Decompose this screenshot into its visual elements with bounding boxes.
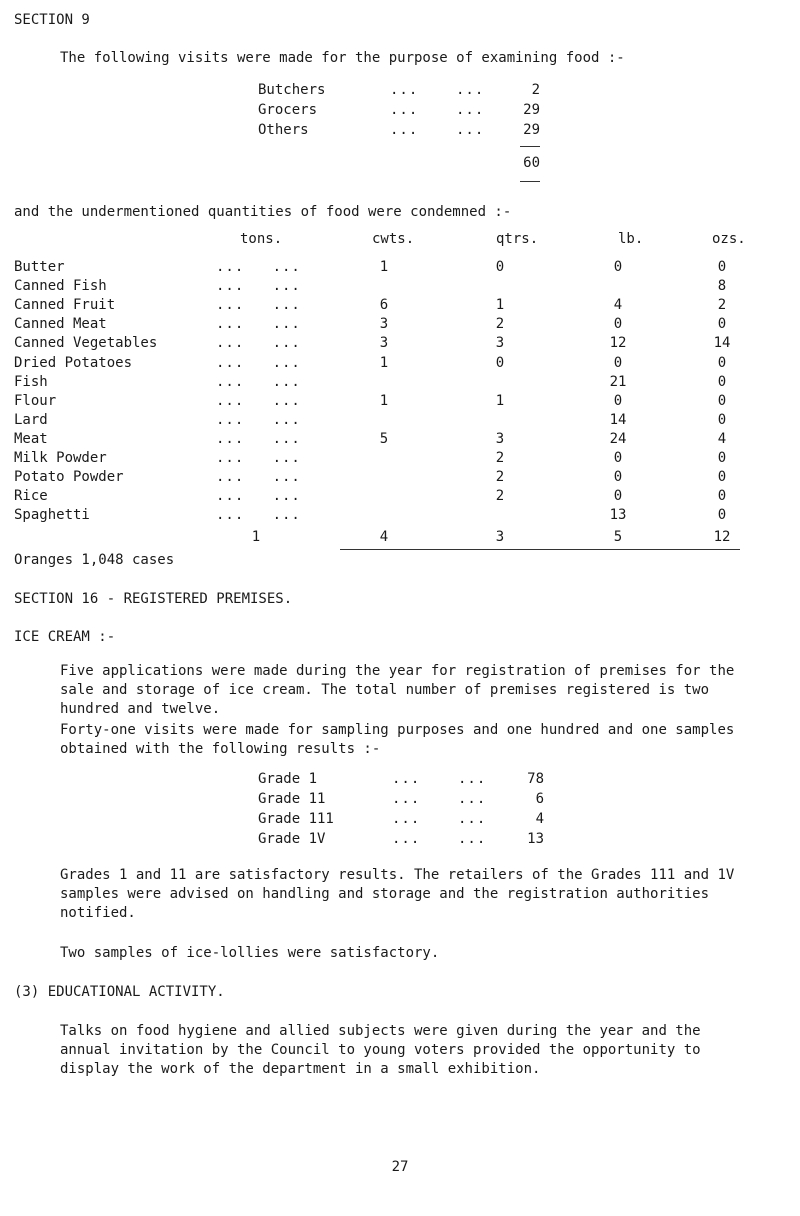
leader-dots: ... ... xyxy=(216,335,301,351)
leader-dots: ... ... xyxy=(216,431,301,447)
food-item: Canned Fish xyxy=(14,278,107,294)
cell-ozs: 2 xyxy=(717,297,727,313)
cell-ozs: 0 xyxy=(717,488,727,504)
leader-dots: ... ... xyxy=(216,469,301,485)
food-item: Canned Vegetables xyxy=(14,335,158,351)
cell-qtrs: 2 xyxy=(495,488,505,504)
visit-value: 29 xyxy=(523,102,540,118)
leader-dots: ... ... xyxy=(392,811,487,827)
food-item: Rice xyxy=(14,488,48,504)
cell-lb: 0 xyxy=(613,450,623,466)
cell-ozs: 0 xyxy=(717,374,727,390)
grade-value: 13 xyxy=(527,831,544,847)
cell-lb: 0 xyxy=(613,488,623,504)
cell-cwts: 1 xyxy=(379,259,389,275)
leader-dots: ... ... xyxy=(216,450,301,466)
cell-lb: 0 xyxy=(613,259,623,275)
cell-ozs: 0 xyxy=(717,412,727,428)
cell-qtrs: 2 xyxy=(495,316,505,332)
cell-ozs: 0 xyxy=(717,316,727,332)
col-header: tons. xyxy=(240,231,283,247)
visits-intro: The following visits were made for the purpose of examining food :- xyxy=(60,50,625,66)
leader-dots: ... ... xyxy=(390,102,485,118)
visit-value: 29 xyxy=(523,122,540,138)
total-rule-bottom xyxy=(520,181,540,182)
grade-label: Grade 1 xyxy=(258,771,318,787)
cell-lb: 24 xyxy=(609,431,627,447)
food-item: Fish xyxy=(14,374,48,390)
cell-lb: 4 xyxy=(613,297,623,313)
cell-qtrs: 1 xyxy=(495,297,505,313)
leader-dots: ... ... xyxy=(216,259,301,275)
cell-qtrs: 0 xyxy=(495,259,505,275)
section-16-heading: SECTION 16 - REGISTERED PREMISES. xyxy=(14,591,293,607)
cell-cwts: 5 xyxy=(379,431,389,447)
leader-dots: ... ... xyxy=(216,278,301,294)
col-header: cwts. xyxy=(372,231,415,247)
leader-dots: ... ... xyxy=(216,393,301,409)
cell-cwts: 6 xyxy=(379,297,389,313)
leader-dots: ... ... xyxy=(216,355,301,371)
leader-dots: ... ... xyxy=(216,412,301,428)
registration-paragraph: Five applications were made during the year for registration of premises for the sale and storage of ice cream. The total number of premises registered is two hundred and twelve. xyxy=(60,663,735,717)
cell-lb: 21 xyxy=(609,374,627,390)
cell-lb: 0 xyxy=(613,393,623,409)
total-cwts: 4 xyxy=(379,529,389,545)
condemned-intro: and the undermentioned quantities of food were condemned :- xyxy=(14,204,512,220)
cell-qtrs: 0 xyxy=(495,355,505,371)
cell-ozs: 0 xyxy=(717,355,727,371)
cell-lb: 0 xyxy=(613,355,623,371)
cell-lb: 12 xyxy=(609,335,627,351)
col-header: qtrs. xyxy=(496,231,539,247)
leader-dots: ... ... xyxy=(216,316,301,332)
cell-lb: 14 xyxy=(609,412,627,428)
cell-cwts: 3 xyxy=(379,316,389,332)
oranges-note: Oranges 1,048 cases xyxy=(14,552,175,568)
total-tons: 1 xyxy=(251,529,261,545)
food-item: Lard xyxy=(14,412,48,428)
visit-label: Butchers xyxy=(258,82,326,98)
total-qtrs: 3 xyxy=(495,529,505,545)
educational-heading: (3) EDUCATIONAL ACTIVITY. xyxy=(14,984,225,1000)
leader-dots: ... ... xyxy=(392,791,487,807)
section-9-heading: SECTION 9 xyxy=(14,12,90,28)
food-item: Dried Potatoes xyxy=(14,355,133,371)
cell-cwts: 3 xyxy=(379,335,389,351)
cell-qtrs: 3 xyxy=(495,431,505,447)
leader-dots: ... ... xyxy=(390,122,485,138)
food-item: Canned Fruit xyxy=(14,297,116,313)
leader-dots: ... ... xyxy=(392,771,487,787)
cell-qtrs: 3 xyxy=(495,335,505,351)
leader-dots: ... ... xyxy=(392,831,487,847)
totals-rule xyxy=(340,549,740,550)
cell-ozs: 0 xyxy=(717,259,727,275)
leader-dots: ... ... xyxy=(216,297,301,313)
food-item: Spaghetti xyxy=(14,507,90,523)
cell-lb: 0 xyxy=(613,469,623,485)
leader-dots: ... ... xyxy=(216,374,301,390)
total-lb: 5 xyxy=(613,529,623,545)
food-item: Butter xyxy=(14,259,65,275)
cell-cwts: 1 xyxy=(379,355,389,371)
cell-ozs: 0 xyxy=(717,507,727,523)
cell-ozs: 0 xyxy=(717,469,727,485)
cell-qtrs: 2 xyxy=(495,450,505,466)
cell-cwts: 1 xyxy=(379,393,389,409)
cell-ozs: 8 xyxy=(717,278,727,294)
grades-paragraph: Grades 1 and 11 are satisfactory results. The retailers of the Grades 111 and 1V samples were advised on handling and storage and the registration authorities notified. xyxy=(60,867,735,921)
visits-total: 60 xyxy=(523,155,540,171)
ice-lollies-paragraph: Two samples of ice-lollies were satisfactory. xyxy=(60,945,440,961)
cell-ozs: 14 xyxy=(713,335,731,351)
food-item: Milk Powder xyxy=(14,450,107,466)
food-item: Meat xyxy=(14,431,48,447)
leader-dots: ... ... xyxy=(216,488,301,504)
grade-value: 6 xyxy=(535,791,544,807)
grade-value: 4 xyxy=(535,811,544,827)
leader-dots: ... ... xyxy=(216,507,301,523)
cell-ozs: 4 xyxy=(717,431,727,447)
col-header: ozs. xyxy=(712,231,746,247)
total-rule-top xyxy=(520,146,540,147)
grade-label: Grade 11 xyxy=(258,791,326,807)
cell-qtrs: 1 xyxy=(495,393,505,409)
ice-cream-heading: ICE CREAM :- xyxy=(14,629,116,645)
page-number: 27 xyxy=(391,1159,409,1175)
visit-value: 2 xyxy=(531,82,540,98)
educational-paragraph: Talks on food hygiene and allied subjects were given during the year and the annual invitation by the Council to young voters provided the opportunity to display the work of the department in a small exhibition. xyxy=(60,1023,701,1077)
visit-label: Grocers xyxy=(258,102,318,118)
grade-label: Grade 1V xyxy=(258,831,326,847)
col-header: lb. xyxy=(618,231,644,247)
cell-lb: 13 xyxy=(609,507,627,523)
grade-value: 78 xyxy=(527,771,544,787)
food-item: Canned Meat xyxy=(14,316,107,332)
visit-label: Others xyxy=(258,122,309,138)
food-item: Flour xyxy=(14,393,57,409)
total-ozs: 12 xyxy=(713,529,731,545)
cell-ozs: 0 xyxy=(717,450,727,466)
food-item: Potato Powder xyxy=(14,469,124,485)
cell-qtrs: 2 xyxy=(495,469,505,485)
leader-dots: ... ... xyxy=(390,82,485,98)
cell-lb: 0 xyxy=(613,316,623,332)
cell-ozs: 0 xyxy=(717,393,727,409)
sampling-paragraph: Forty-one visits were made for sampling purposes and one hundred and one samples obtained with the following results :- xyxy=(60,722,735,757)
grade-label: Grade 111 xyxy=(258,811,334,827)
